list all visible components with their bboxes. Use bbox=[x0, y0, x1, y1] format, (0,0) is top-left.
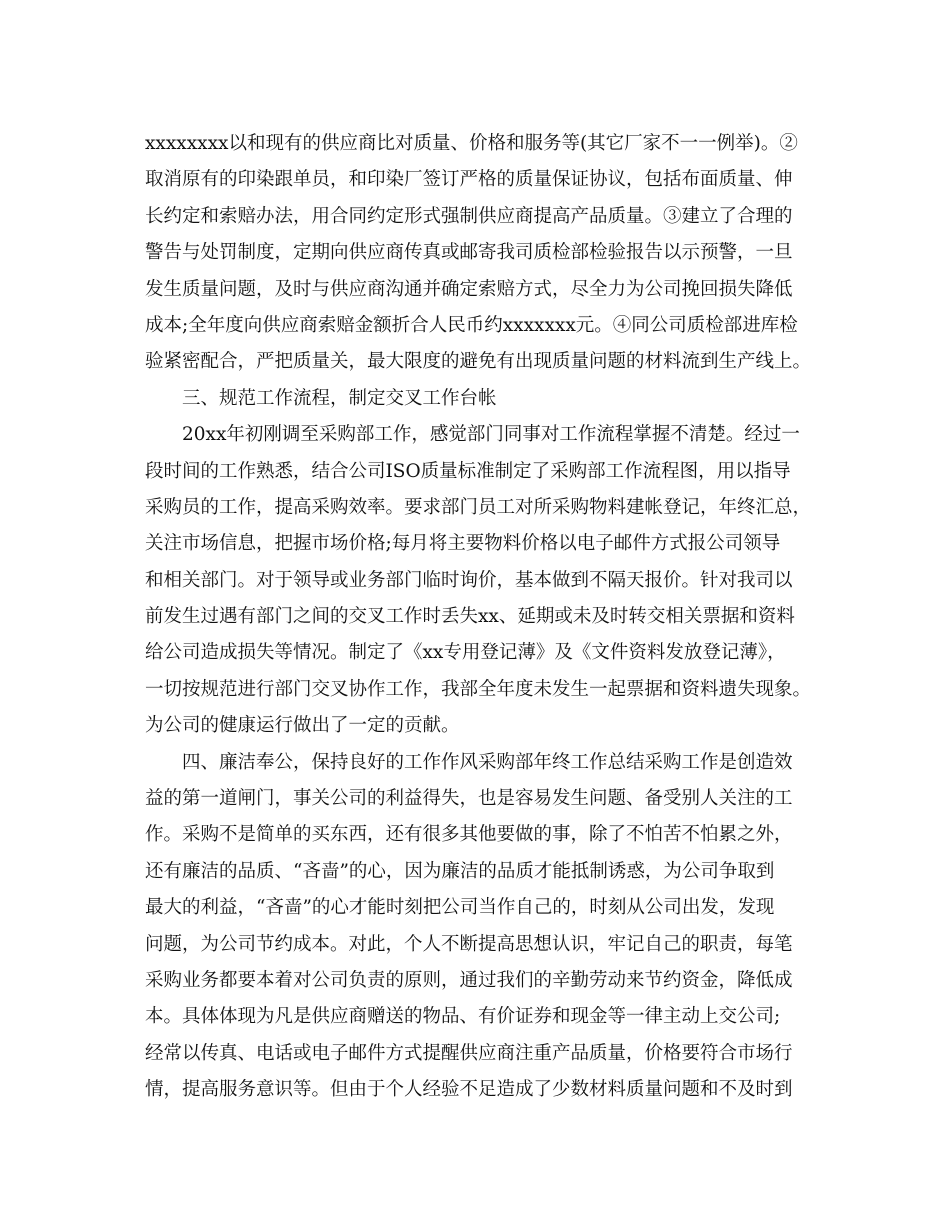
text-line: 给公司造成损失等情况。制定了《xx专用登记薄》及《文件资料发放登记薄》， bbox=[145, 642, 786, 664]
text-line: 段时间的工作熟悉，结合公司ISO质量标准制定了采购部工作流程图，用以指导 bbox=[145, 460, 791, 482]
text-line: 发生质量问题，及时与供应商沟通并确定索赔方式，尽全力为公司挽回损失降低 bbox=[145, 278, 793, 300]
text-line: 一切按规范进行部门交叉协作工作，我部全年度未发生一起票据和资料遗失现象。 bbox=[145, 678, 812, 700]
text-line: 作。采购不是简单的买东西，还有很多其他要做的事，除了不怕苦不怕累之外， bbox=[145, 824, 793, 846]
text-line: 关注市场信息，把握市场价格;每月将主要物料价格以电子邮件方式报公司领导 bbox=[145, 533, 781, 555]
text-line: 经常以传真、电话或电子邮件方式提醒供应商注重产品质量，价格要符合市场行 bbox=[145, 1042, 793, 1064]
text-line: 验紧密配合，严把质量关，最大限度的避免有出现质量问题的材料流到生产线上。 bbox=[145, 351, 812, 373]
text-line: xxxxxxxx以和现有的供应商比对质量、价格和服务等(其它厂家不一一例举)。② bbox=[145, 133, 798, 154]
text-line: 前发生过遇有部门之间的交叉工作时丢失xx、延期或未及时转交相关票据和资料 bbox=[145, 606, 795, 628]
text-line: 最大的利益，“吝啬”的心才能时刻把公司当作自己的，时刻从公司出发，发现 bbox=[145, 897, 775, 919]
text-line: 还有廉洁的品质、“吝啬”的心，因为廉洁的品质才能抵制诱惑，为公司争取到 bbox=[145, 860, 775, 882]
text-line: 取消原有的印染跟单员，和印染厂签订严格的质量保证协议，包括布面质量、伸 bbox=[145, 169, 793, 191]
text-line: 问题，为公司节约成本。对此，个人不断提高思想认识，牢记自己的职责，每笔 bbox=[145, 933, 793, 955]
text-line: 警告与处罚制度，定期向供应商传真或邮寄我司质检部检验报告以示预警，一旦 bbox=[145, 242, 793, 264]
text-line: 益的第一道闸门，事关公司的利益得失，也是容易发生问题、备受别人关注的工 bbox=[145, 788, 793, 810]
section-heading-3: 三、规范工作流程，制定交叉工作台帐 bbox=[182, 387, 497, 409]
paragraph-start: 20xx年初刚调至采购部工作，感觉部门同事对工作流程掌握不清楚。经过一 bbox=[182, 424, 800, 446]
text-line: 为公司的健康运行做出了一定的贡献。 bbox=[145, 715, 460, 737]
text-line: 情，提高服务意识等。但由于个人经验不足造成了少数材料质量问题和不及时到 bbox=[145, 1079, 793, 1101]
section-heading-4: 四、廉洁奉公，保持良好的工作作风采购部年终工作总结采购工作是创造效 bbox=[182, 751, 793, 773]
text-line: 本。具体体现为凡是供应商赠送的物品、有价证券和现金等一律主动上交公司; bbox=[145, 1006, 781, 1028]
text-line: 长约定和索赔办法，用合同约定形式强制供应商提高产品质量。③建立了合理的 bbox=[145, 205, 793, 227]
text-line: 采购员的工作，提高采购效率。要求部门员工对所采购物料建帐登记，年终汇总， bbox=[145, 496, 812, 518]
document-body bbox=[145, 126, 810, 1109]
text-line: 采购业务都要本着对公司负责的原则，通过我们的辛勤劳动来节约资金，降低成 bbox=[145, 969, 793, 991]
text-line: 和相关部门。对于领导或业务部门临时询价，基本做到不隔天报价。针对我司以 bbox=[145, 569, 793, 591]
text-line: 成本;全年度向供应商索赔金额折合人民币约xxxxxxx元。④同公司质检部进库检 bbox=[145, 314, 798, 336]
